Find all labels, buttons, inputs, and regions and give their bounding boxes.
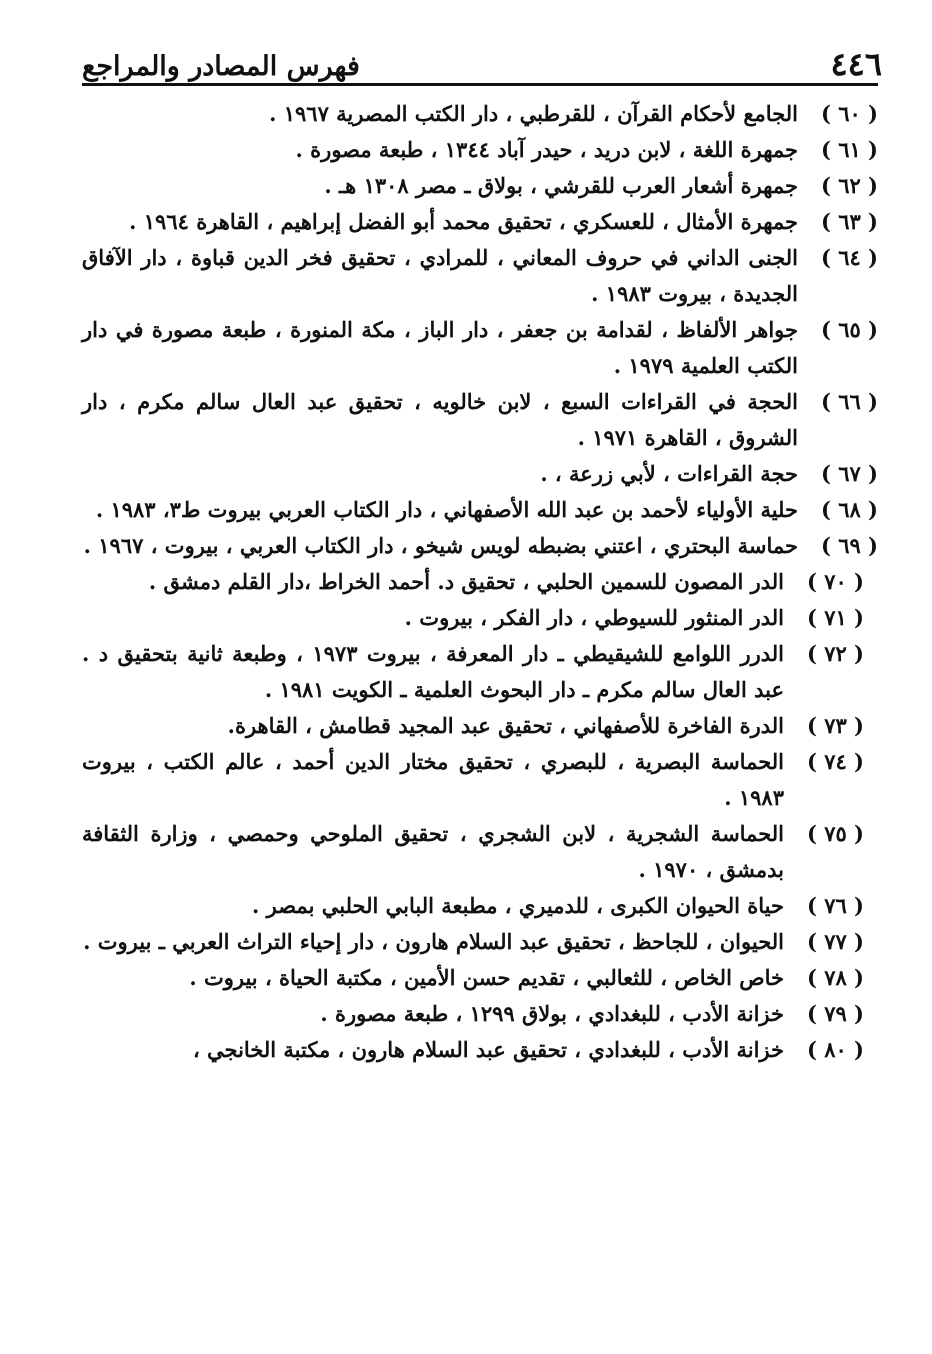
entry-number: ( ٦٠ ) [820, 101, 878, 126]
bibliography-entry-77 [82, 924, 878, 960]
bibliography-entry-75 [82, 816, 878, 888]
entry-text: الدر المنثور للسيوطي ، دار الفكر ، بيروت . [404, 605, 784, 630]
entry-text: الحماسة البصرية ، للبصري ، تحقيق مختار الدين أحمد ، عالم الكتب ، بيروت ١٩٨٣ . [82, 749, 784, 810]
bibliography-entry-79 [82, 996, 878, 1032]
entry-number: ( ٦٦ ) [820, 389, 878, 414]
page-number: ٤٤٦ [830, 45, 882, 83]
entry-text: الجنى الداني في حروف المعاني ، للمرادي ، تحقيق فخر الدين قباوة ، دار الآفاق الجديدة ، بيروت ١٩٨٣ . [82, 245, 798, 306]
bibliography-entry-68 [82, 492, 878, 528]
entry-text: الجامع لأحكام القرآن ، للقرطبي ، دار الكتب المصرية ١٩٦٧ . [269, 101, 798, 126]
entry-number: ( ٦٧ ) [820, 461, 878, 486]
bibliography-entry-60 [82, 96, 878, 132]
entry-text: الحماسة الشجرية ، لابن الشجري ، تحقيق الملوحي وحمصي ، وزارة الثقافة بدمشق ، ١٩٧٠ . [82, 821, 784, 882]
bibliography-entry-62 [82, 168, 878, 204]
bibliography-entry-71 [82, 600, 878, 636]
bibliography-entry-74 [82, 744, 878, 816]
entry-text: حجة القراءات ، لأبي زرعة ، . [540, 461, 798, 486]
bibliography-entry-63 [82, 204, 878, 240]
entry-number: ( ٧٠ ) [806, 569, 864, 594]
entry-number: ( ٧٩ ) [806, 1001, 864, 1026]
entry-text: الدرة الفاخرة للأصفهاني ، تحقيق عبد المجيد قطامش ، القاهرة. [227, 713, 784, 738]
entry-text: جمهرة الأمثال ، للعسكري ، تحقيق محمد أبو الفضل إبراهيم ، القاهرة ١٩٦٤ . [129, 209, 798, 234]
bibliography-entry-61 [82, 132, 878, 168]
bibliography-list [82, 96, 878, 1068]
entry-number: ( ٧٦ ) [806, 893, 864, 918]
entry-number: ( ٧٣ ) [806, 713, 864, 738]
entry-number: ( ٦٨ ) [820, 497, 878, 522]
bibliography-entry-66 [82, 384, 878, 456]
entry-text: الدر المصون للسمين الحلبي ، تحقيق د. أحمد الخراط ،دار القلم دمشق . [148, 569, 784, 594]
entry-number: ( ٧٨ ) [806, 965, 864, 990]
bibliography-entry-69 [82, 528, 878, 564]
entry-number: ( ٦٥ ) [820, 317, 878, 342]
entry-number: ( ٦٢ ) [820, 173, 878, 198]
bibliography-entry-67 [82, 456, 878, 492]
bibliography-entry-72 [82, 636, 878, 708]
entry-number: ( ٧٤ ) [806, 749, 864, 774]
bibliography-entry-78 [82, 960, 878, 996]
page-header [82, 28, 882, 83]
bibliography-entry-64 [82, 240, 878, 312]
entry-text: جمهرة أشعار العرب للقرشي ، بولاق ـ مصر ١٣٠٨ هـ . [324, 173, 798, 198]
entry-text: حياة الحيوان الكبرى ، للدميري ، مطبعة البابي الحلبي بمصر . [252, 893, 784, 918]
bibliography-entry-70 [82, 564, 878, 600]
entry-number: ( ٧١ ) [806, 605, 864, 630]
entry-number: ( ٧٢ ) [806, 641, 864, 666]
entry-number: ( ٨٠ ) [806, 1037, 864, 1062]
entry-number: ( ٧٥ ) [806, 821, 864, 846]
entry-number: ( ٧٧ ) [806, 929, 864, 954]
entry-text: الحجة في القراءات السبع ، لابن خالويه ، تحقيق عبد العال سالم مكرم ، دار الشروق ، القاهرة ١٩٧١ . [82, 389, 798, 450]
entry-text: جواهر الألفاظ ، لقدامة بن جعفر ، دار الباز ، مكة المنورة ، طبعة مصورة في دار الكتب العلمية ١٩٧٩ . [82, 317, 798, 378]
entry-text: خزانة الأدب ، للبغدادي ، بولاق ١٢٩٩ ، طبعة مصورة . [320, 1001, 784, 1026]
entry-text: الدرر اللوامع للشيقيطي ـ دار المعرفة ، بيروت ١٩٧٣ ، وطبعة ثانية بتحقيق د . عبد العال سالم مكرم ـ دار البحوث العلمية ـ الكويت ١٩٨١ . [82, 641, 784, 702]
entry-text: حلية الأولياء لأحمد بن عبد الله الأصفهاني ، دار الكتاب العربي بيروت ط٣، ١٩٨٣ . [95, 497, 798, 522]
entry-text: الحيوان ، للجاحظ ، تحقيق عبد السلام هارون ، دار إحياء التراث العربي ـ بيروت . [83, 929, 784, 954]
entry-text: خاص الخاص ، للثعالبي ، تقديم حسن الأمين ، مكتبة الحياة ، بيروت . [189, 965, 784, 990]
running-title: فهرس المصادر والمراجع [82, 51, 360, 82]
bibliography-entry-73 [82, 708, 878, 744]
bibliography-entry-76 [82, 888, 878, 924]
bibliography-entry-80 [82, 1032, 878, 1068]
entry-text: خزانة الأدب ، للبغدادي ، تحقيق عبد السلام هارون ، مكتبة الخانجي ، [192, 1037, 784, 1062]
entry-number: ( ٦٩ ) [820, 533, 878, 558]
entry-number: ( ٦٤ ) [820, 245, 878, 270]
entry-number: ( ٦١ ) [820, 137, 878, 162]
entry-text: حماسة البحتري ، اعتني بضبطه لويس شيخو ، دار الكتاب العربي ، بيروت ، ١٩٦٧ . [83, 533, 798, 558]
entry-number: ( ٦٣ ) [820, 209, 878, 234]
entry-text: جمهرة اللغة ، لابن دريد ، حيدر آباد ١٣٤٤ ، طبعة مصورة . [295, 137, 798, 162]
bibliography-entry-65 [82, 312, 878, 384]
header-rule [82, 83, 878, 86]
